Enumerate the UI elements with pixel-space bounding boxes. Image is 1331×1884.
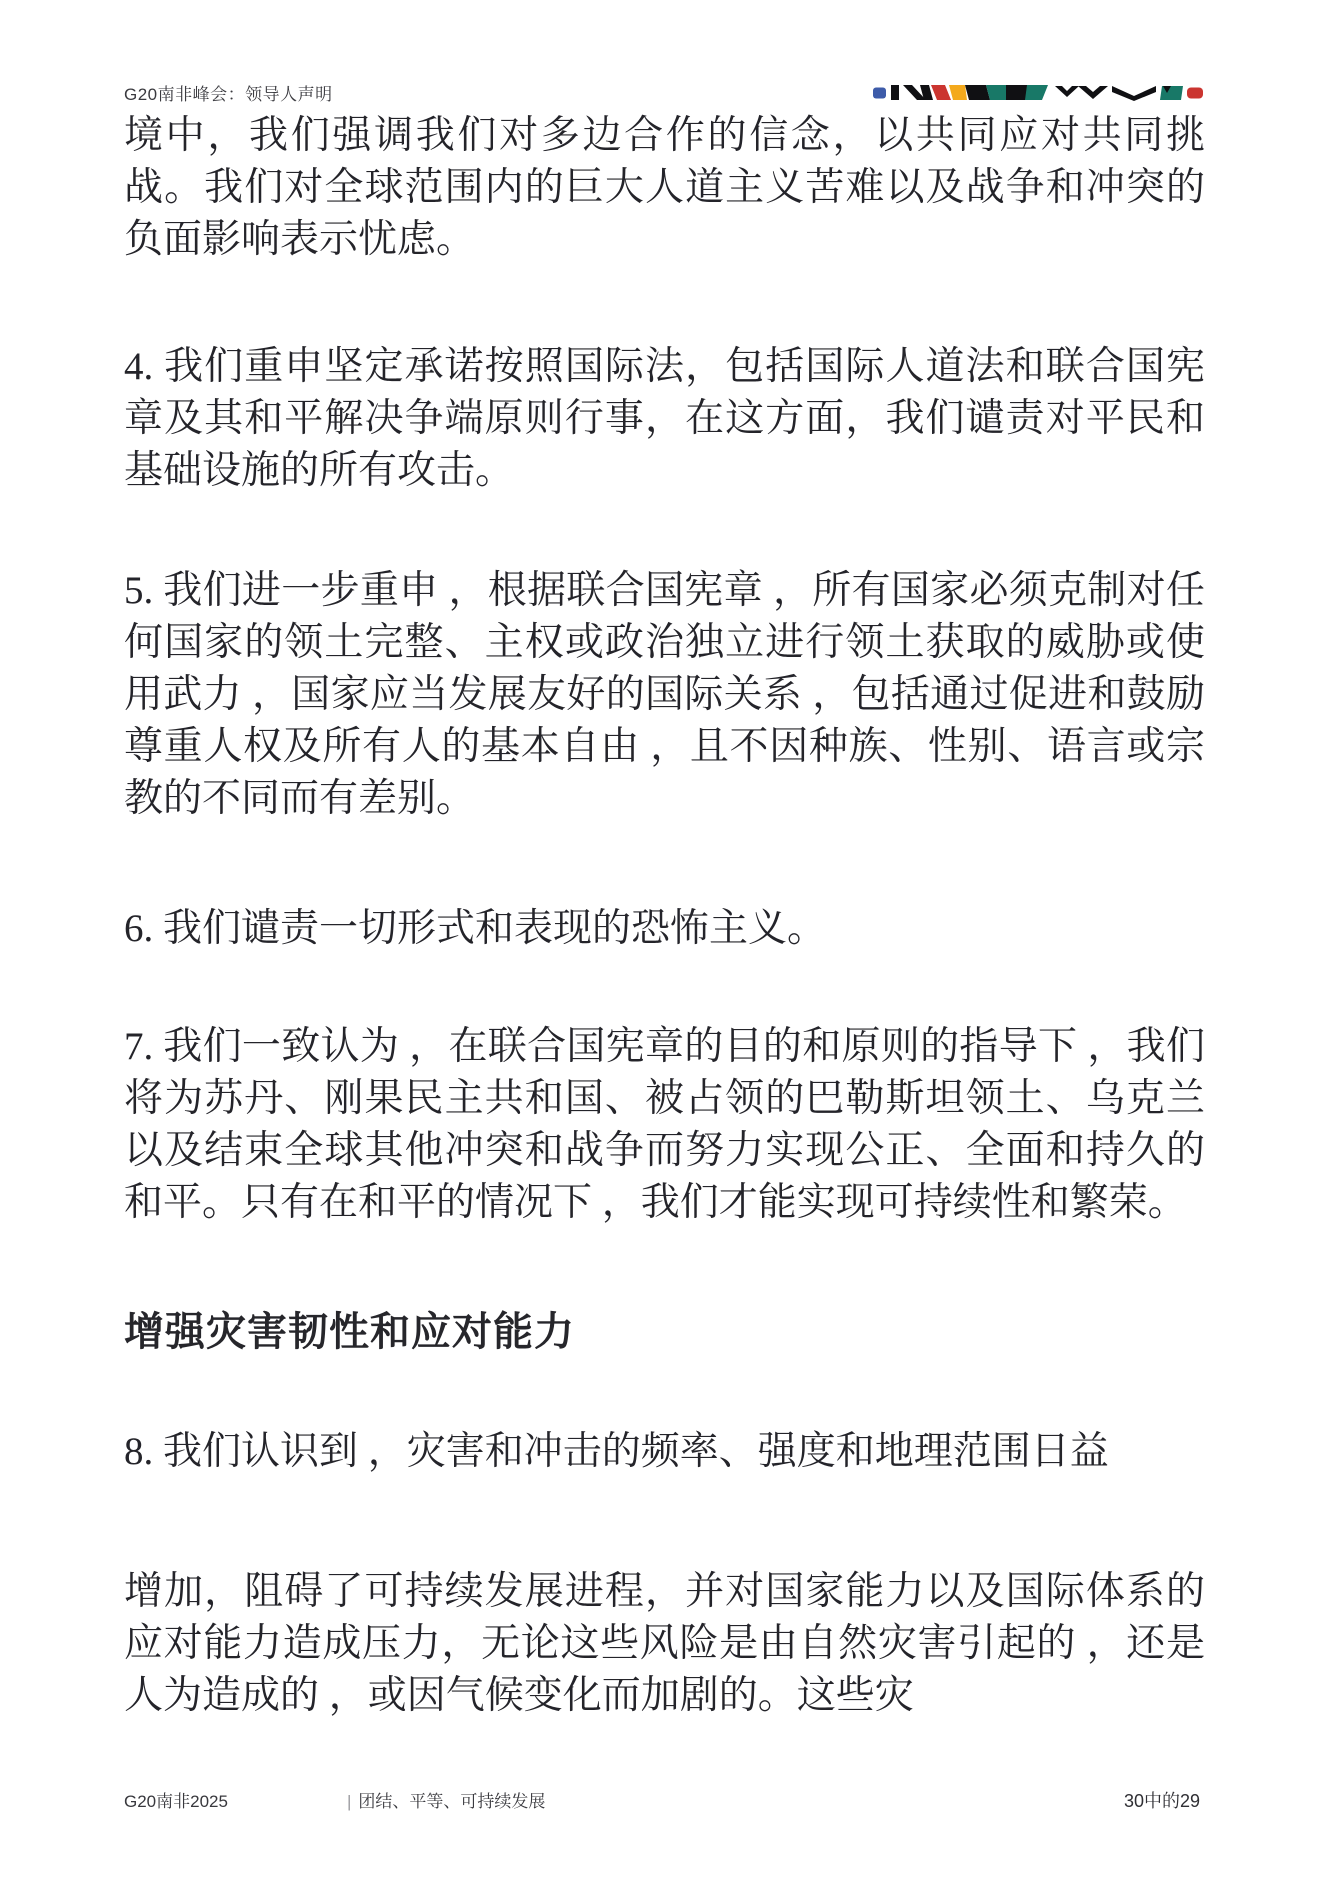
paragraph-6: 6. 我们谴责一切形式和表现的恐怖主义。 [124, 907, 827, 950]
footer-page-indicator: 30中的29 [1123, 1791, 1200, 1811]
page-footer [124, 1787, 1205, 1811]
footer-motto-group [347, 1787, 545, 1812]
paragraph-3-continuation: 境中，我们强调我们对多边合作的信念，以共同应对共同挑战。我们对全球范围内的巨大人道主义苦难以及战争和冲突的负面影响表示忧虑。 [124, 114, 1205, 261]
document-header-title: G20南非峰会：领导人声明 [124, 85, 333, 104]
g20-logo-graphic [872, 84, 1205, 101]
footer-motto: 团结、平等、可持续发展 [358, 1792, 546, 1811]
paragraph-8: 8. 我们认识到 ，灾害和冲击的频率、强度和地理范围日益 [124, 1430, 1109, 1473]
paragraph-7: 7. 我们一致认为 ，在联合国宪章的目的和原则的指导下 ，我们将为苏丹、刚果民主共和国、被占领的巴勒斯坦领土、乌克兰以及结束全球其他冲突和战争而努力实现公正、全面和持久的和平。只有在和平的情况下 ，我们才能实现可持续性和繁荣。 [124, 1025, 1205, 1224]
paragraph-8-continuation: 增加，阻碍了可持续发展进程，并对国家能力以及国际体系的应对能力造成压力，无论这些风险是由自然灾害引起的 ，还是人为造成的 ，或因气候变化而加剧的。这些灾 [124, 1570, 1205, 1717]
paragraph-5: 5. 我们进一步重申 ，根据联合国宪章 ，所有国家必须克制对任何国家的领土完整、主权或政治独立进行领土获取的威胁或使用武力 ，国家应当发展友好的国际关系 ，包括通过促进和鼓励尊重人权及所有人的基本自由 ，且不因种族、性别、语言或宗教的不同而有差别。 [124, 569, 1205, 820]
g20-south-africa-logo [872, 84, 1205, 101]
paragraph-4: 4. 我们重申坚定承诺按照国际法，包括国际人道法和联合国宪章及其和平解决争端原则行事，在这方面，我们谴责对平民和基础设施的所有攻击。 [124, 345, 1205, 492]
section-heading-disaster-resilience: 增强灾害韧性和应对能力 [124, 1310, 575, 1354]
footer-separator: | [347, 1792, 352, 1811]
document-body [124, 110, 1205, 1722]
footer-edition: G20南非2025 [124, 1792, 228, 1811]
